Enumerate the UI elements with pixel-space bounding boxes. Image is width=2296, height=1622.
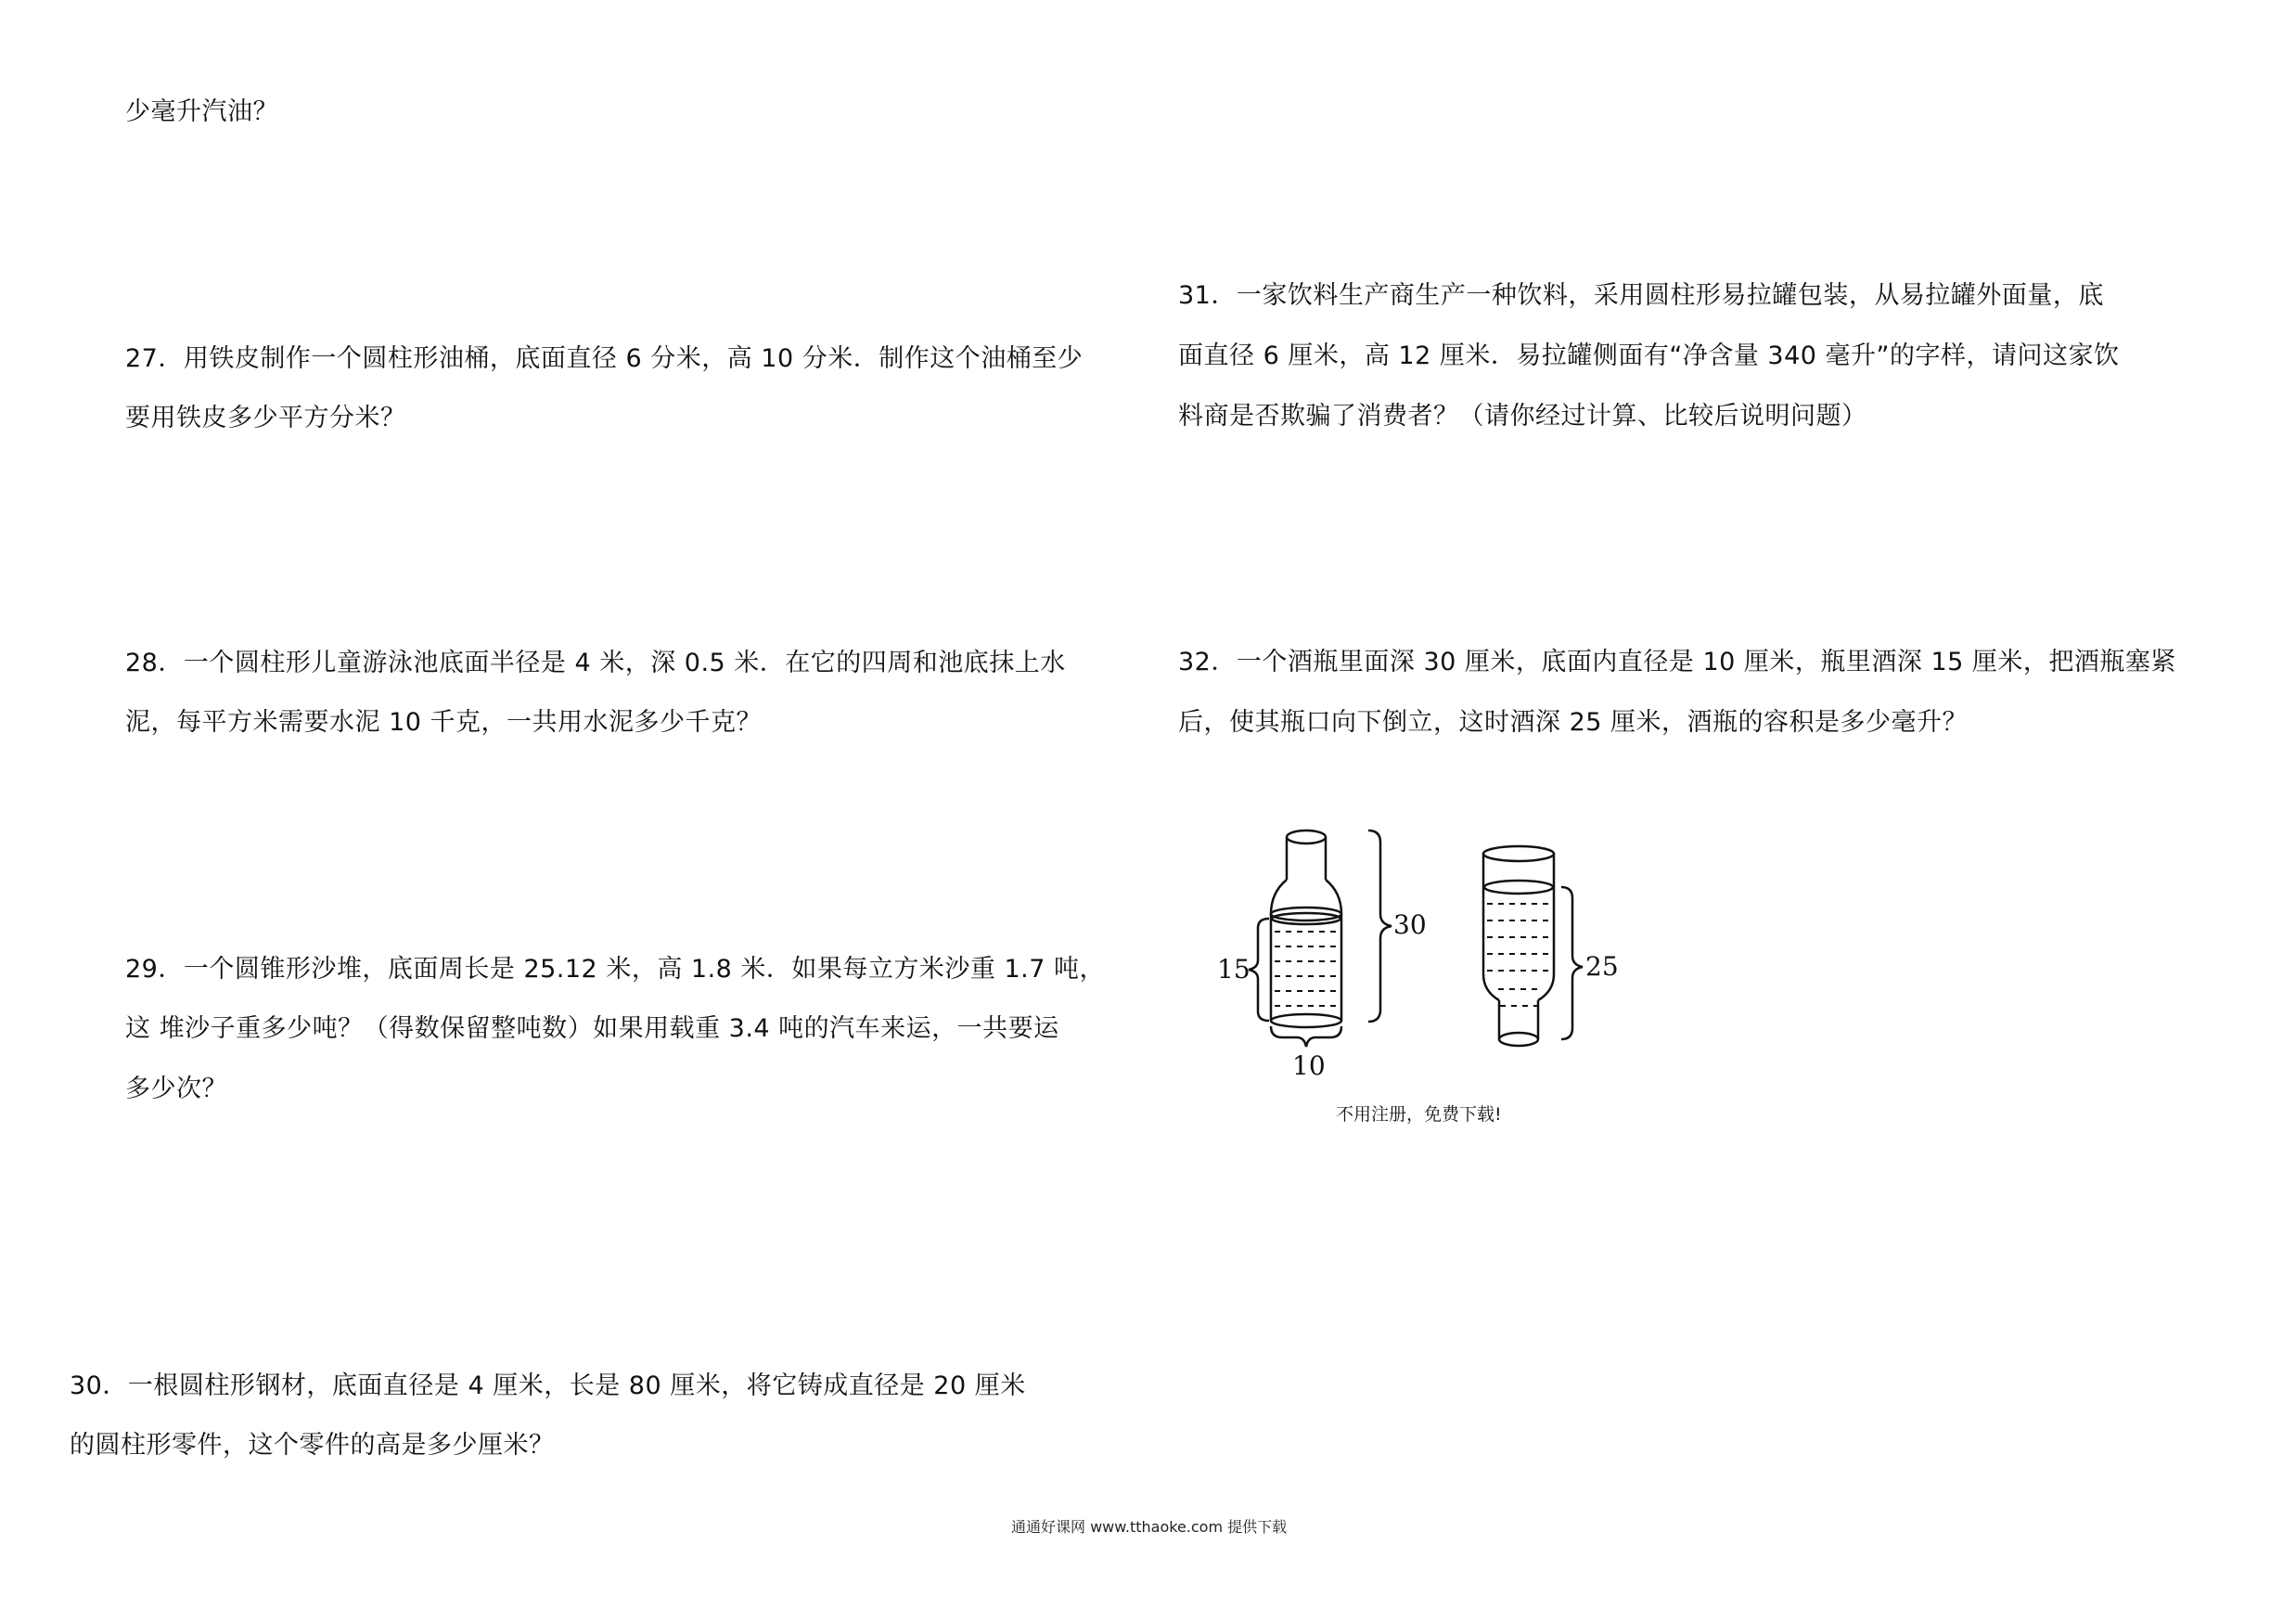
question-28-line-1: 28．一个圆柱形儿童游泳池底面半径是 4 米，深 0.5 米．在它的四周和池底抹上水 [125,649,1066,677]
question-27-line-2: 要用铁皮多少平方分米？ [125,404,406,432]
question-32-line-2: 后，使其瓶口向下倒立，这时酒深 25 厘米，酒瓶的容积是多少毫升？ [1178,708,1969,737]
question-31-line-2: 面直径 6 厘米，高 12 厘米．易拉罐侧面有“净含量 340 毫升”的字样，请问这家饮 [1178,341,2120,370]
question-31-line-3: 料商是否欺骗了消费者？（请你经过计算、比较后说明问题） [1178,402,1867,431]
question-27-line-1: 27．用铁皮制作一个圆柱形油桶，底面直径 6 分米，高 10 分米．制作这个油桶至少 [125,344,1084,373]
label-10: 10 [1292,1050,1326,1081]
inverted-bottle [1483,846,1583,1046]
question-29-line-3: 多少次？ [125,1075,227,1103]
question-32-line-1: 32．一个酒瓶里面深 30 厘米，底面内直径是 10 厘米，瓶里酒深 15 厘米，把酒瓶塞紧 [1178,648,2176,676]
brace-10 [1271,1026,1341,1047]
question-30-line-1: 30．一根圆柱形钢材，底面直径是 4 厘米，长是 80 厘米，将它铸成直径是 20 厘米 [70,1371,1026,1400]
label-25: 25 [1585,951,1619,982]
question-28-line-2: 泥，每平方米需要水泥 10 千克，一共用水泥多少千克？ [125,708,763,737]
brace-15 [1249,919,1269,1021]
upright-bottle [1249,830,1392,1047]
figure-caption: 不用注册，免费下载! [1336,1104,1502,1125]
label-15: 15 [1217,954,1251,985]
page-footer: 通通好课网 www.tthaoke.com 提供下载 [1011,1518,1288,1536]
bottle-figure [1197,817,1661,1086]
label-30: 30 [1393,909,1427,940]
question-29-line-1: 29．一个圆锥形沙堆，底面周长是 25.12 米，高 1.8 米．如果每立方米沙重 1.7 吨， [125,955,1106,984]
question-31-line-1: 31．一家饮料生产商生产一种饮料，采用圆柱形易拉罐包装，从易拉罐外面量，底 [1178,281,2104,310]
brace-25 [1561,887,1583,1039]
question-30-line-2: 的圆柱形零件，这个零件的高是多少厘米？ [70,1431,555,1460]
carryover-text: 少毫升汽油？ [125,97,278,126]
question-29-line-2: 这 堆沙子重多少吨？（得数保留整吨数）如果用载重 3.4 吨的汽车来运，一共要运 [125,1014,1059,1043]
brace-30 [1368,830,1392,1022]
